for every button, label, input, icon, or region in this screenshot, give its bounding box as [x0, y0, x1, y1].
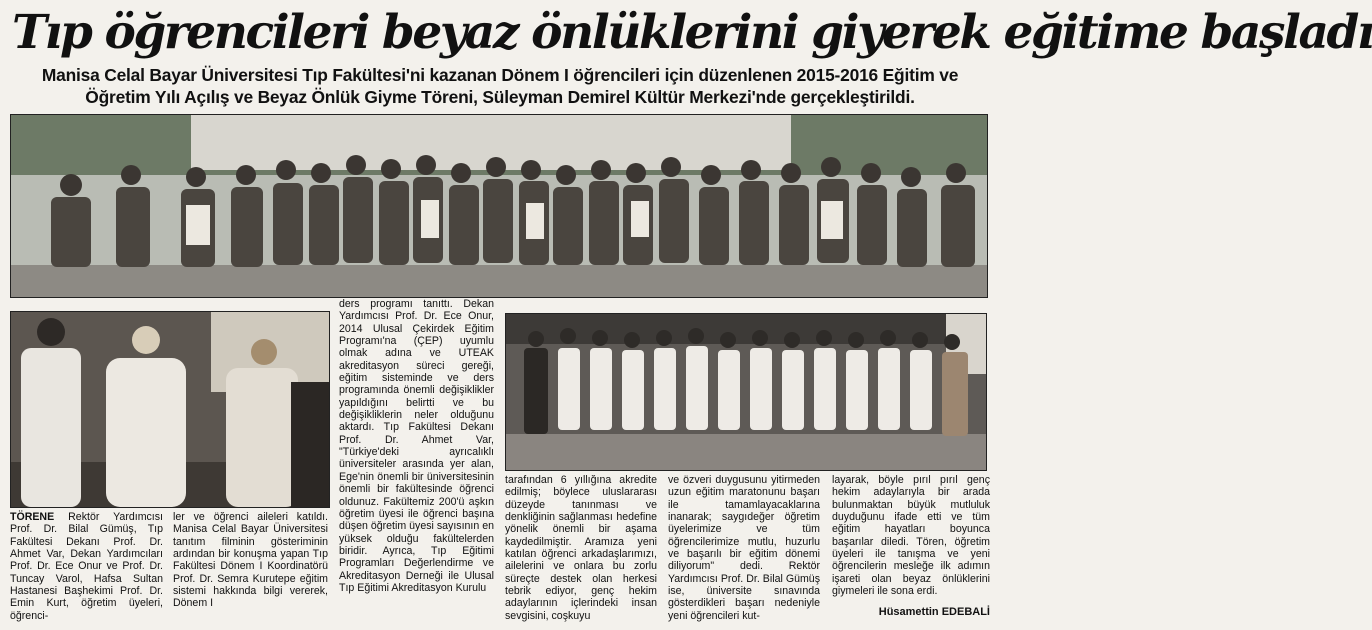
article-column-3: ders programı tanıttı. Dekan Yardımcısı Prof. Dr. Ece Onur, 2014 Ulusal Çekirdek Eğitim Programı'na (ÇEP) uyumlu olmak adına ve UTEAK akreditasyon süreci gereği, eğitim sisteminde ve ders programında önemli değişiklikler yapıldığını belirtti ve bu değişikliklerin neler olduğunu aktardı. Tıp Fakültesi Dekanı Prof. Dr. Ahmet Var, "Türkiye'deki ayrıcalıklı üniversiteler arasında yer alan, Ege'nin önemli bir üniversitesinin önemli bir fakültesinde öğrenci oldunuz. Fakültemiz 200'ü aşkın öğretim üyesi ile öğrenci başına düşen öğretim üyesi sayısının en yüksek olduğu fakültelerden biridir. Ayrıca, Tıp Eğitimi Programları Değerlendirme ve Akreditasyon Derneği ile Ulusal Tıp Eğitimi Akreditasyon Kurulu [339, 298, 494, 594]
article-lead-word: TÖRENE [10, 511, 55, 523]
article-column-2: ler ve öğrenci aileleri katıldı. Manisa Celal Bayar Üniversitesi tanıtım filminin gösteriminin ardından bir konuşma yapan Tıp Fakültesi Dönem I Koordinatörü Prof. Dr. Semra Kurutepe eğitim sistemi hakkında bilgi vererek, Dönem I [173, 511, 328, 610]
headline: Tıp öğrencileri beyaz önlüklerini giyerek eğitime başladı [12, 5, 1372, 60]
group-photo [10, 114, 988, 298]
article-column-5: ve özveri duygusunu yitirmeden uzun eğitim maratonunu başarı ile tamamlayacaklarına inanarak; saygıdeğer öğretim üyelerimize ve tüm öğrencilerimize mutlu, huzurlu ve başarılı bir eğitim dönemi diliyorum" dedi. Rektör Yardımcısı Prof. Dr. Bilal Gümüş ise, üniversite sınavında gösterdikleri başarı nedeniyle yeni öğrencileri kut- [668, 474, 820, 622]
article-column-1-text: Rektör Yardımcısı Prof. Dr. Bilal Gümüş, Tıp Fakültesi Dekanı Prof. Dr. Ahmet Var, Dekan Yardımcıları Prof. Dr. Ece Onur ve Prof. Dr. Tuncay Varol, Hafsa Sultan Hastanesi Başhekimi Prof. Dr. Emin Kurt, öğretim üyeleri, öğrenci- [10, 511, 163, 622]
students-in-white-coats-photo [505, 313, 987, 471]
gowning-ceremony-photo [10, 311, 330, 508]
article-column-6: layarak, böyle pırıl pırıl genç hekim adaylarıyla bir arada bulunmaktan büyük mutluluk duyduğunu ifade etti ve tüm eğitim hayatları boyunca başarılar diledi. Tören, öğretim üyeleri ile tanışma ve yeni öğrencilerin mesleğe ilk adımın işareti olan beyaz önlüklerini giymeleri ile sona erdi. [832, 474, 990, 598]
article-column-1 [10, 511, 163, 629]
subheadline [10, 64, 990, 112]
article-column-4: tarafından 6 yıllığına akredite edilmiş; böylece uluslararası düzeyde tanınması ve denkliğinin sağlanması hedefine yönelik önemli bir aşama kaydedilmiştir. Aramıza yeni katılan öğrenci arkadaşlarımızı, ailelerini ve onlara bu zorlu süreçte destek olan herkesi tebrik ediyor, genç hekim adaylarının içlerindeki insan sevgisini, coşkuyu [505, 474, 657, 622]
subhead-line-1: Manisa Celal Bayar Üniversitesi Tıp Fakültesi'ni kazanan Dönem I öğrencileri için düzenlenen 2015-2016 Eğitim ve [41, 65, 959, 85]
byline: Hüsamettin EDEBALİ [878, 606, 990, 618]
subhead-line-2: Öğretim Yılı Açılış ve Beyaz Önlük Giyme Töreni, Süleyman Demirel Kültür Merkezi'nde gerçekleştirildi. [85, 87, 915, 107]
